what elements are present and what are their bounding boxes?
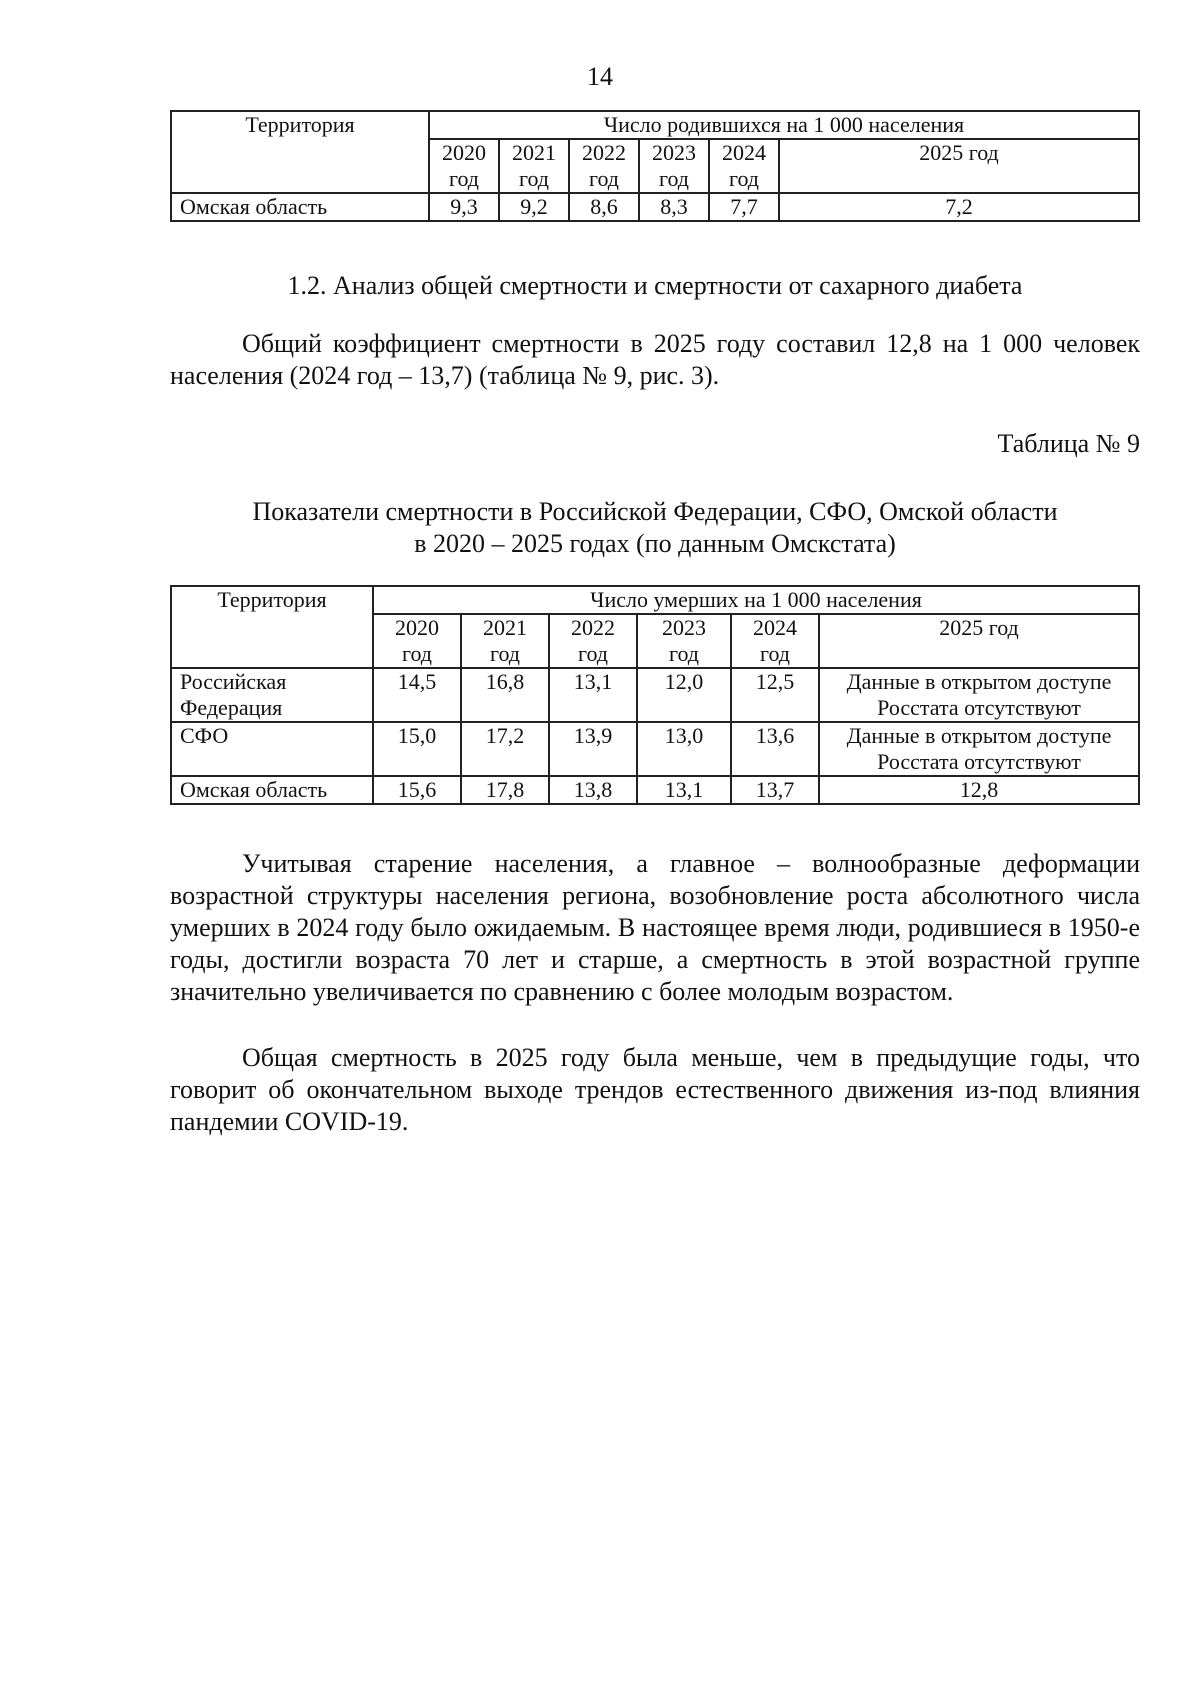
year-header: 2021 год	[499, 139, 569, 193]
year-header: 2024 год	[709, 139, 779, 193]
value-cell: 7,7	[709, 193, 779, 221]
year-header: 2021 год	[461, 614, 549, 668]
territory-cell: Омская область	[171, 776, 373, 804]
year-header: 2020 год	[429, 139, 499, 193]
last-year-header: 2025 год	[819, 614, 1139, 668]
value-cell: 16,8	[461, 668, 549, 722]
table-row	[171, 776, 1139, 804]
page-number: 14	[587, 62, 613, 91]
value-cell: 7,2	[779, 193, 1139, 221]
value-cell: 9,3	[429, 193, 499, 221]
territory-cell: Российская Федерация	[171, 668, 373, 722]
value-cell: Данные в открытом доступе Росстата отсутствуют	[819, 668, 1139, 722]
birth-rate-table	[170, 110, 1140, 222]
value-cell: 9,2	[499, 193, 569, 221]
value-cell: 17,2	[461, 722, 549, 776]
territory-cell: Омская область	[171, 193, 429, 221]
year-header: 2022 год	[549, 614, 637, 668]
value-cell: 13,0	[637, 722, 731, 776]
value-cell: 15,0	[373, 722, 461, 776]
value-cell: 13,7	[731, 776, 819, 804]
paragraph: Общая смертность в 2025 году была меньше, чем в предыдущие годы, что говорит об окончательном выходе трендов естественного движения из-под влияния пандемии COVID-19.	[170, 1043, 1140, 1136]
value-cell: 17,8	[461, 776, 549, 804]
territory-cell: СФО	[171, 722, 373, 776]
territory-header: Территория	[171, 586, 373, 668]
value-cell: 14,5	[373, 668, 461, 722]
value-cell: 8,6	[569, 193, 639, 221]
group-header: Число родившихся на 1 000 населения	[429, 111, 1139, 139]
year-header: 2023 год	[639, 139, 709, 193]
table-title-line2: в 2020 – 2025 годах (по данным Омскстата)	[414, 529, 896, 558]
table-row	[171, 668, 1139, 722]
value-cell: 13,9	[549, 722, 637, 776]
value-cell: 13,1	[637, 776, 731, 804]
year-header: 2024 год	[731, 614, 819, 668]
year-header: 2023 год	[637, 614, 731, 668]
value-cell: 12,5	[731, 668, 819, 722]
table-row	[171, 722, 1139, 776]
table-label: Таблица № 9	[997, 429, 1140, 458]
value-cell: 12,8	[819, 776, 1139, 804]
paragraph: Общий коэффициент смертности в 2025 году составил 12,8 на 1 000 человек населения (2024 год – 13,7) (таблица № 9, рис. 3).	[170, 329, 1140, 390]
paragraph: Учитывая старение населения, а главное – волнообразные деформации возрастной структуры населения региона, возобновление роста абсолютного числа умерших в 2024 году было ожидаемым. В настоящее время люди, родившиеся в 1950-е годы, достигли возраста 70 лет и старше, а смертность в этой возрастной группе значительно увеличивается по сравнению с более молодым возрастом.	[170, 849, 1140, 1006]
death-rate-table	[170, 585, 1140, 805]
year-header: 2022 год	[569, 139, 639, 193]
last-year-header: 2025 год	[779, 139, 1139, 193]
year-header: 2020 год	[373, 614, 461, 668]
value-cell: 13,1	[549, 668, 637, 722]
group-header: Число умерших на 1 000 населения	[373, 586, 1139, 614]
value-cell: 8,3	[639, 193, 709, 221]
value-cell: 13,8	[549, 776, 637, 804]
value-cell: Данные в открытом доступе Росстата отсутствуют	[819, 722, 1139, 776]
table-title-line1: Показатели смертности в Российской Федерации, СФО, Омской области	[252, 497, 1058, 526]
territory-header: Территория	[171, 111, 429, 193]
value-cell: 13,6	[731, 722, 819, 776]
section-heading: 1.2. Анализ общей смертности и смертности от сахарного диабета	[287, 271, 1023, 300]
table-row	[171, 193, 1139, 221]
value-cell: 12,0	[637, 668, 731, 722]
value-cell: 15,6	[373, 776, 461, 804]
